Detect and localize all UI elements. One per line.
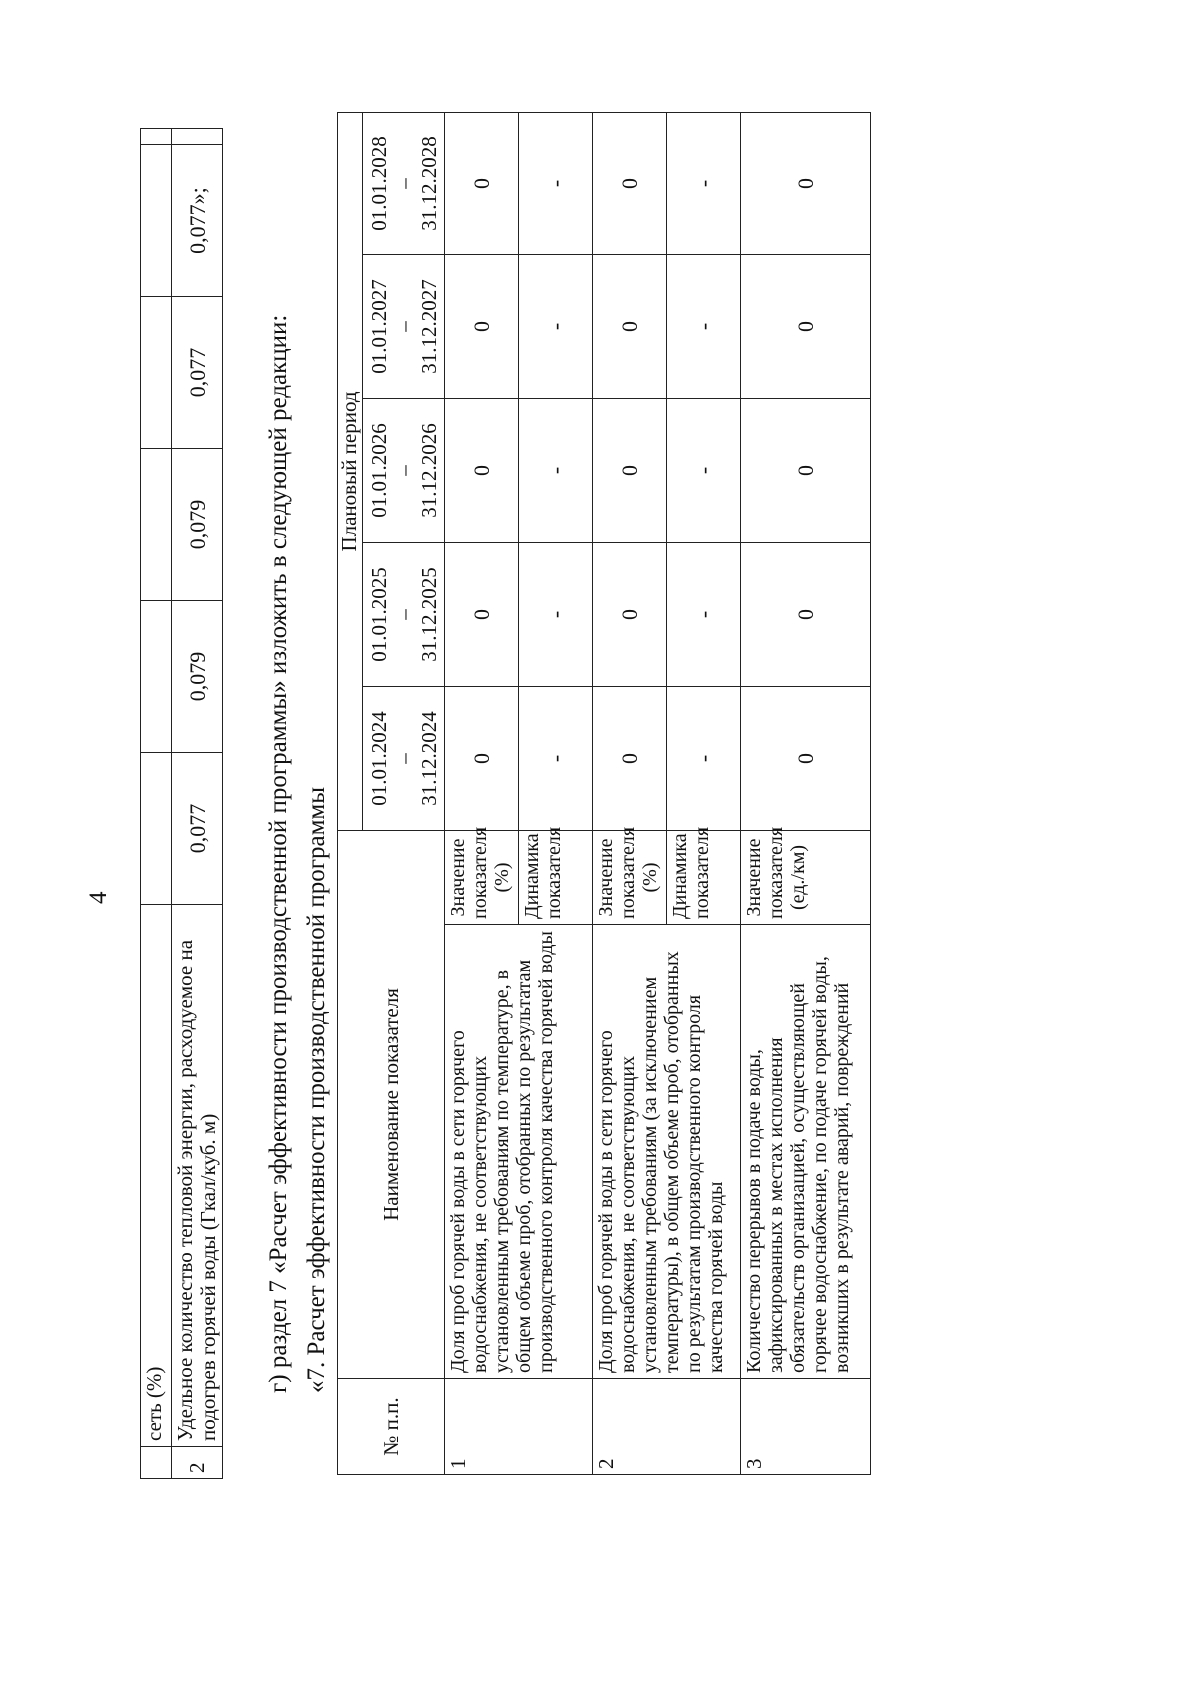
value-cell bbox=[141, 297, 172, 449]
value-cell: 0 bbox=[593, 398, 667, 542]
amendment-text: г) раздел 7 «Расчет эффективности производственной программы» изложить в следующей редакции: bbox=[265, 314, 292, 1393]
page-number: 4 bbox=[85, 891, 112, 904]
value-cell: 0 bbox=[445, 542, 519, 686]
value-cell: - bbox=[519, 542, 593, 686]
period-header: 01.01.2025 – 31.12.2025 bbox=[363, 542, 445, 686]
efficiency-table bbox=[337, 112, 871, 1475]
period-header: 01.01.2028 – 31.12.2028 bbox=[363, 112, 445, 254]
indicator-name: Удельное количество тепловой энергии, расходуемое на подогрев горячей воды (Гкал/куб. м) bbox=[172, 905, 223, 1447]
value-cell: - bbox=[519, 686, 593, 830]
value-cell: 0,077 bbox=[172, 297, 223, 449]
header-period-group: Плановый период bbox=[338, 112, 363, 830]
value-cell: 0,077»; bbox=[172, 145, 223, 297]
header-name: Наименование показателя bbox=[338, 830, 445, 1378]
value-cell: 0 bbox=[445, 254, 519, 398]
value-cell: - bbox=[519, 398, 593, 542]
table-row bbox=[741, 112, 871, 1474]
value-cell: - bbox=[667, 398, 741, 542]
value-cell: - bbox=[667, 686, 741, 830]
indicator-unit: Значение показателя (ед./км) bbox=[741, 830, 871, 924]
value-cell: 0 bbox=[445, 112, 519, 254]
indicator-unit: Значение показателя (%) bbox=[445, 830, 519, 924]
value-cell: 0 bbox=[593, 686, 667, 830]
period-header: 01.01.2027 – 31.12.2027 bbox=[363, 254, 445, 398]
indicator-name: Количество перерывов в подаче воды, зафиксированных в местах исполнения обязательств организацией, осуществляющей горячее водоснабжение, по подаче горячей воды, возникших в результате аварий, повреждений bbox=[741, 925, 871, 1379]
indicator-name: сеть (%) bbox=[141, 905, 172, 1447]
value-cell bbox=[141, 129, 172, 145]
row-number: 3 bbox=[741, 1379, 871, 1475]
value-cell: - bbox=[519, 112, 593, 254]
value-cell: 0,079 bbox=[172, 601, 223, 753]
row-number: 2 bbox=[593, 1379, 741, 1475]
value-cell: - bbox=[667, 542, 741, 686]
value-cell: 0 bbox=[445, 398, 519, 542]
value-cell: 0 bbox=[741, 254, 871, 398]
value-cell: 0 bbox=[593, 112, 667, 254]
value-cell bbox=[141, 145, 172, 297]
value-cell bbox=[141, 601, 172, 753]
value-cell: - bbox=[667, 254, 741, 398]
table-row bbox=[172, 129, 223, 1479]
table-row bbox=[141, 129, 172, 1479]
value-cell bbox=[141, 449, 172, 601]
row-number: 1 bbox=[445, 1379, 593, 1475]
value-cell: 0,079 bbox=[172, 449, 223, 601]
previous-table bbox=[140, 128, 223, 1479]
indicator-unit: Динамика показателя bbox=[519, 830, 593, 924]
value-cell: 0 bbox=[741, 542, 871, 686]
section-title: «7. Расчет эффективности производственной программы bbox=[303, 786, 330, 1393]
indicator-unit: Значение показателя (%) bbox=[593, 830, 667, 924]
header-row bbox=[338, 112, 363, 1474]
value-cell: 0 bbox=[593, 542, 667, 686]
row-number bbox=[141, 1447, 172, 1479]
value-cell: 0 bbox=[593, 254, 667, 398]
value-cell: 0 bbox=[741, 686, 871, 830]
value-cell bbox=[172, 129, 223, 145]
value-cell: - bbox=[519, 254, 593, 398]
indicator-name: Доля проб горячей воды в сети горячего водоснабжения, не соответствующих установленным требованиям по температуре, в общем объеме проб, отобранных по результатам производственного контроля качества горячей воды bbox=[445, 925, 593, 1379]
indicator-name: Доля проб горячей воды в сети горячего водоснабжения, не соответствующих установленным требованиям (за исключением температуры), в общем объеме проб, отобранных по результатам производственного контроля качества горячей воды bbox=[593, 925, 741, 1379]
period-header: 01.01.2026 – 31.12.2026 bbox=[363, 398, 445, 542]
value-cell: 0,077 bbox=[172, 753, 223, 905]
value-cell: 0 bbox=[445, 686, 519, 830]
table-row bbox=[445, 112, 519, 1474]
indicator-unit: Динамика показателя bbox=[667, 830, 741, 924]
row-number: 2 bbox=[172, 1447, 223, 1479]
value-cell: - bbox=[667, 112, 741, 254]
value-cell: 0 bbox=[741, 112, 871, 254]
header-num: № п.п. bbox=[338, 1379, 445, 1475]
value-cell bbox=[141, 753, 172, 905]
period-header: 01.01.2024 – 31.12.2024 bbox=[363, 686, 445, 830]
value-cell: 0 bbox=[741, 398, 871, 542]
table-row bbox=[593, 112, 667, 1474]
